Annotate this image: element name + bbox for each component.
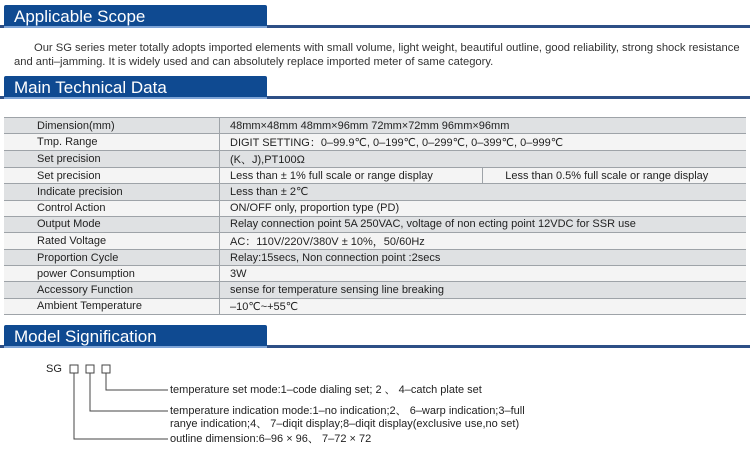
- row-label: Ambient Temperature: [4, 298, 220, 314]
- row-value: Relay:15secs, Non connection point :2secs: [220, 249, 747, 265]
- table-row: [4, 216, 746, 232]
- model-connector-lines: [0, 355, 750, 450]
- row-value: DIGIT SETTING：0–99.9℃, 0–199℃, 0–299℃, 0–399℃, 0–999℃: [220, 134, 747, 151]
- connector-line-1: [106, 373, 168, 390]
- technical-data-table: [4, 117, 746, 315]
- model-prefix: SG: [46, 363, 62, 375]
- model-digit-box-3: [102, 365, 110, 373]
- table-row: [4, 134, 746, 151]
- row-value: 48mm×48mm 48mm×96mm 72mm×72mm 96mm×96mm: [220, 118, 747, 134]
- row-label: Set precision: [4, 168, 220, 184]
- model-line-indication-mode: temperature indication mode:1–no indication;2、 6–warp indication;3–full: [170, 405, 525, 417]
- row-value: sense for temperature sensing line breaking: [220, 282, 747, 298]
- table-row: [4, 151, 746, 168]
- row-label: Output Mode: [4, 216, 220, 232]
- table-row: [4, 118, 746, 134]
- row-label: power Consumption: [4, 266, 220, 282]
- row-label: Control Action: [4, 200, 220, 216]
- row-value: (K、J),PT100Ω: [220, 151, 747, 168]
- heading-text: Model Signification: [14, 327, 157, 346]
- model-line-outline-dimension: outline dimension:6–96 × 96、 7–72 × 72: [170, 433, 372, 445]
- model-line-indication-mode-cont: ranye indication;4、 7–diqit display;8–diqit display(exclusive use,no set): [170, 418, 520, 430]
- row-value: Less than ± 2℃: [220, 184, 747, 200]
- connector-line-2: [90, 373, 168, 411]
- row-value: Relay connection point 5A 250VAC, voltage of non ecting point 12VDC for SSR use: [220, 216, 747, 232]
- row-label: Rated Voltage: [4, 232, 220, 249]
- row-value-secondary: Less than 0.5% full scale or range display: [483, 168, 746, 184]
- table-row: [4, 184, 746, 200]
- model-diagram: [0, 355, 750, 450]
- table-row: [4, 200, 746, 216]
- row-label: Dimension(mm): [4, 118, 220, 134]
- model-line-set-mode: temperature set mode:1–code dialing set; 2 、 4–catch plate set: [170, 384, 482, 396]
- row-value: Less than ± 1% full scale or range display: [220, 168, 483, 184]
- row-value: 3W: [220, 266, 747, 282]
- table-row: [4, 232, 746, 249]
- row-label: Set precision: [4, 151, 220, 168]
- connector-line-3: [74, 373, 168, 439]
- heading-text: Main Technical Data: [14, 78, 167, 97]
- model-digit-box-2: [86, 365, 94, 373]
- row-value: ON/OFF only, proportion type (PD): [220, 200, 747, 216]
- table-row: [4, 282, 746, 298]
- row-value: AC：110V/220V/380V ± 10%，50/60Hz: [220, 232, 747, 249]
- table-row: [4, 168, 746, 184]
- row-label: Indicate precision: [4, 184, 220, 200]
- applicable-scope-heading: [4, 5, 267, 28]
- model-signification-heading: [4, 325, 267, 348]
- row-label: Accessory Function: [4, 282, 220, 298]
- table-row: [4, 298, 746, 314]
- table-row: [4, 249, 746, 265]
- model-digit-box-1: [70, 365, 78, 373]
- row-value: –10℃~+55℃: [220, 298, 747, 314]
- row-label: Tmp. Range: [4, 134, 220, 151]
- heading-text: Applicable Scope: [14, 7, 146, 26]
- main-technical-data-heading: [4, 76, 267, 99]
- row-label: Proportion Cycle: [4, 249, 220, 265]
- table-row: [4, 266, 746, 282]
- scope-description: Our SG series meter totally adopts imported elements with small volume, light weight, beautiful outline, good reliability, strong shock resistance and anti–jamming. It is widely used and can absolutely replace imported meter of same category.: [14, 42, 740, 68]
